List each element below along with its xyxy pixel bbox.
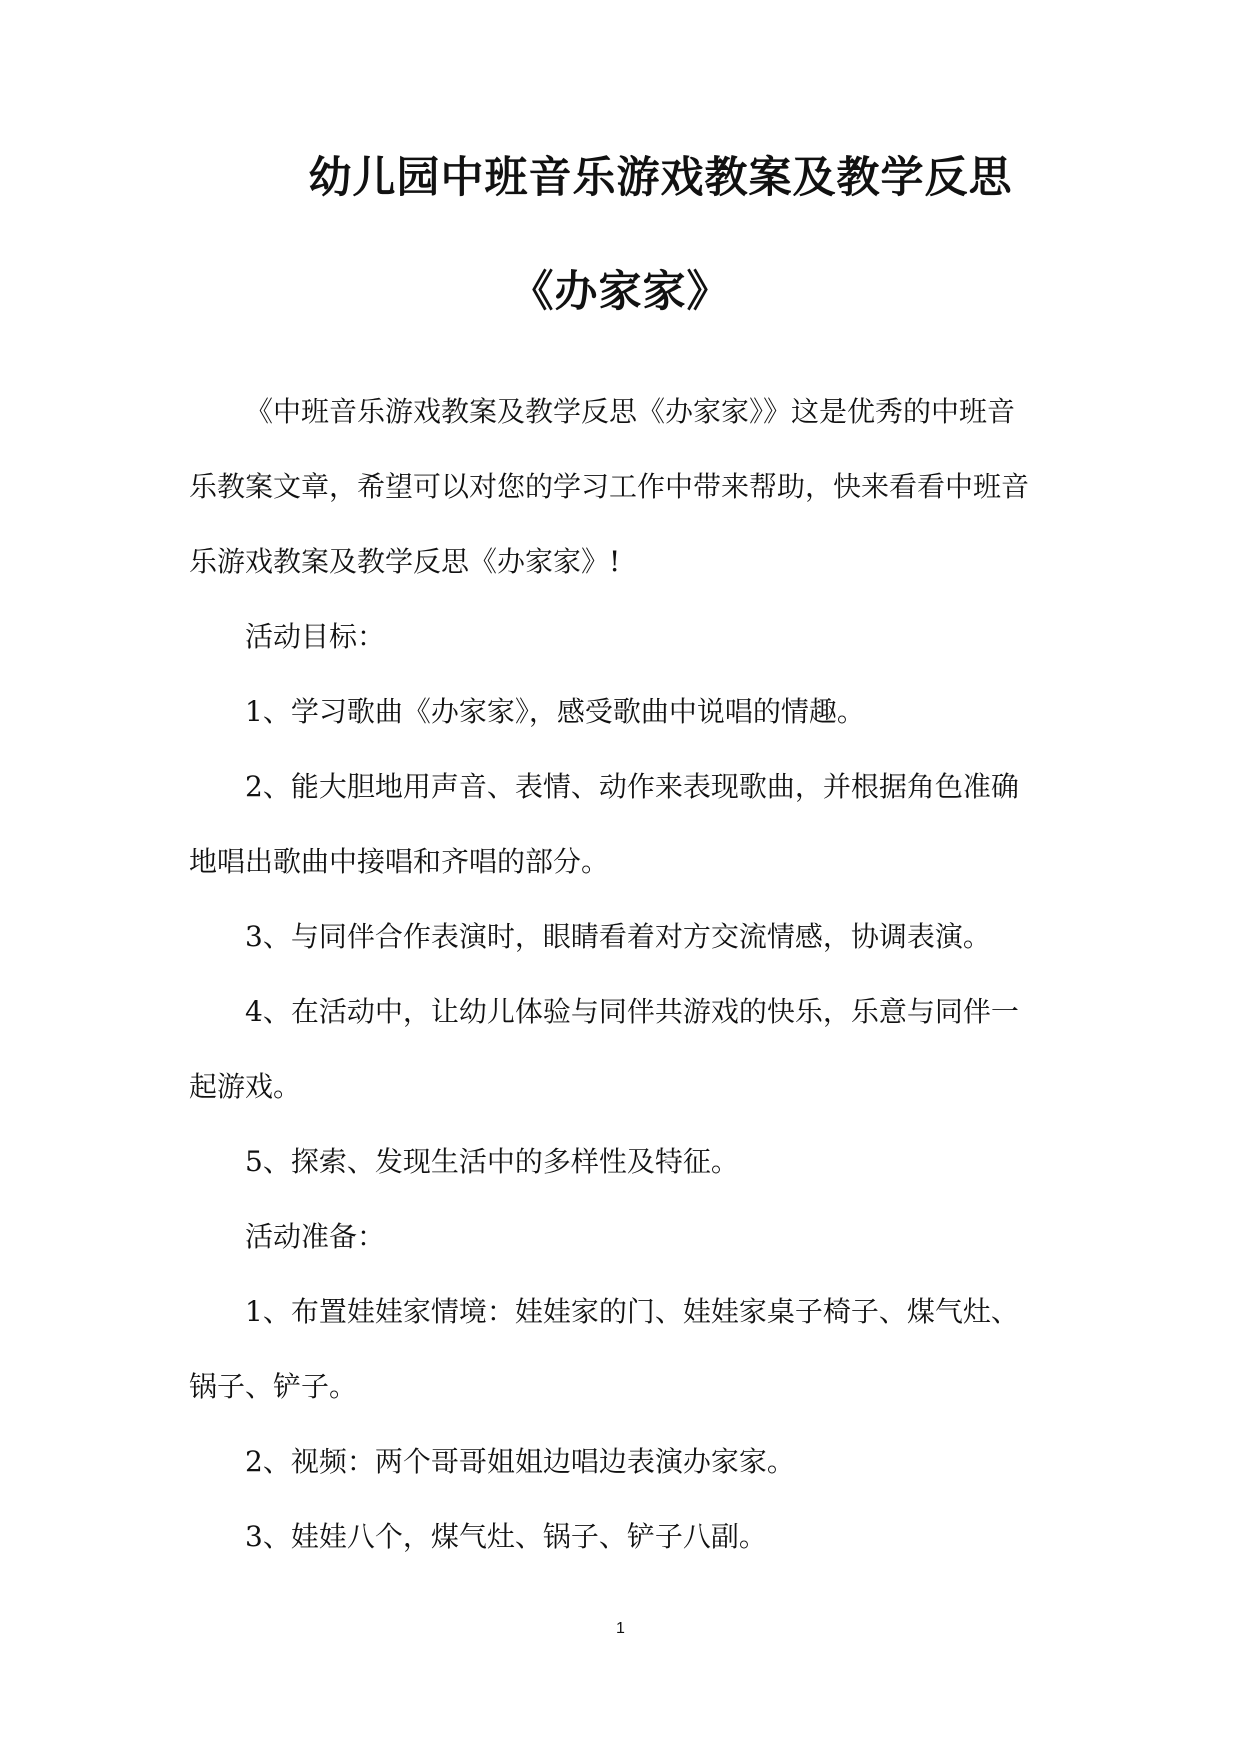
document-body <box>189 374 1051 1574</box>
paragraph-line: 乐游戏教案及教学反思《办家家》! <box>189 545 621 578</box>
paragraph-line: 活动准备： <box>245 1220 386 1253</box>
paragraph <box>189 1274 1051 1424</box>
document-title-subtitle: 《办家家》 <box>510 267 731 317</box>
paragraph-line: 1、布置娃娃家情境：娃娃家的门、娃娃家桌子椅子、煤气灶、 <box>245 1295 1019 1328</box>
paragraph-line: 2、能大胆地用声音、表情、动作来表现歌曲，并根据角色准确 <box>245 770 1019 803</box>
page-number: 1 <box>616 1620 625 1637</box>
paragraph <box>189 749 1051 899</box>
paragraph-line: 5、探索、发现生活中的多样性及特征。 <box>245 1145 739 1178</box>
paragraph <box>189 374 1051 599</box>
document-title: 幼儿园中班音乐游戏教案及教学反思 <box>308 153 1013 203</box>
paragraph-line: 活动目标： <box>245 620 386 653</box>
paragraph-line: 1、学习歌曲《办家家》，感受歌曲中说唱的情趣。 <box>245 695 865 728</box>
paragraph-line: 3、与同伴合作表演时，眼睛看着对方交流情感，协调表演。 <box>245 920 991 953</box>
paragraph-line: 地唱出歌曲中接唱和齐唱的部分。 <box>189 845 610 878</box>
paragraph <box>189 1199 1051 1274</box>
paragraph-line: 4、在活动中，让幼儿体验与同伴共游戏的快乐，乐意与同伴一 <box>245 995 1019 1028</box>
paragraph <box>189 899 1051 974</box>
paragraph <box>189 1124 1051 1199</box>
paragraph <box>189 674 1051 749</box>
paragraph <box>189 1499 1051 1574</box>
paragraph <box>189 1424 1051 1499</box>
paragraph-line: 起游戏。 <box>189 1070 302 1103</box>
paragraph <box>189 599 1051 674</box>
paragraph-line: 2、视频：两个哥哥姐姐边唱边表演办家家。 <box>245 1445 795 1478</box>
paragraph-line: 乐教案文章，希望可以对您的学习工作中带来帮助，快来看看中班音 <box>189 470 1030 503</box>
paragraph-line: 《中班音乐游戏教案及教学反思《办家家》》这是优秀的中班音 <box>245 395 1016 428</box>
paragraph <box>189 974 1051 1124</box>
paragraph-line: 锅子、铲子。 <box>189 1370 358 1403</box>
paragraph-line: 3、娃娃八个，煤气灶、锅子、铲子八副。 <box>245 1520 767 1553</box>
